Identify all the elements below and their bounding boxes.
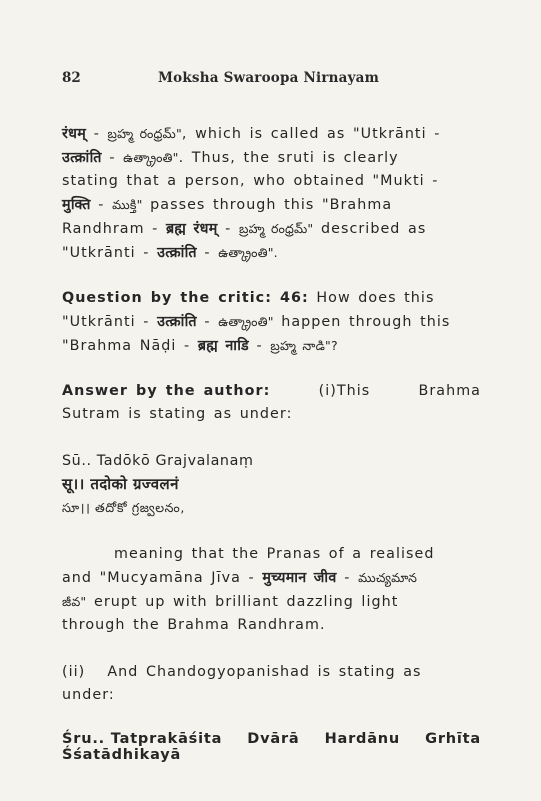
- dash: -: [109, 150, 116, 166]
- devanagari-text: रंधम्: [62, 126, 87, 142]
- dash: -: [256, 338, 263, 354]
- text: happen through this: [273, 314, 451, 330]
- p3-line-1: [62, 380, 481, 403]
- p4-line-1: [62, 543, 481, 566]
- p4-line-2: [62, 566, 481, 590]
- p4-line-3: [62, 590, 481, 614]
- verse-devanagari: सू।। तदोको ग्रज्वलनं: [62, 475, 179, 493]
- p1-line-3: [62, 170, 481, 193]
- text: Randhram -: [62, 221, 159, 237]
- paragraph-2: [62, 287, 481, 358]
- telugu-text: ఉత్క్రాంతి": [123, 150, 179, 165]
- page-number: 82: [62, 70, 81, 86]
- devanagari-text: उत्क्रांति: [157, 314, 197, 330]
- page-header: [62, 70, 481, 86]
- sruti-line-1: [62, 731, 481, 747]
- devanagari-text: मुच्यमान जीव: [262, 570, 337, 586]
- text: (ii): [62, 664, 86, 680]
- text: and "Mucyamāna Jīva -: [62, 570, 255, 586]
- text: And Chandogyopanishad is stating as: [107, 664, 422, 680]
- text: Dvārā: [247, 731, 300, 747]
- dash: -: [344, 570, 351, 586]
- text: stating that a person, who obtained "Mukti -: [62, 173, 439, 189]
- text: Grhīta: [425, 731, 481, 747]
- text: How does this: [308, 290, 435, 306]
- answer-label: Answer by the author:: [62, 383, 271, 399]
- telugu-text: బ్రహ్మ నాడి"?: [270, 338, 338, 353]
- paragraph-1: [62, 122, 481, 265]
- p3-line-2: [62, 403, 481, 426]
- text: Hardānu: [324, 731, 401, 747]
- telugu-text: బ్రహ్మ రంధ్రమ్": [107, 126, 182, 141]
- text: Śru.. Tatprakāśita: [62, 731, 223, 747]
- verse-telugu: సూ।। తదోకో గ్రజ్వలనం,: [62, 500, 185, 515]
- text: passes through this "Brahma: [142, 197, 393, 213]
- telugu-text: ముక్తి": [112, 197, 143, 212]
- text: . Thus, the sruti is clearly: [178, 150, 399, 166]
- p2-line-1: [62, 287, 481, 310]
- dash: -: [93, 126, 100, 142]
- sruti-line-2: [62, 747, 481, 763]
- p5-line-1: [62, 661, 481, 684]
- dash: -: [204, 245, 211, 261]
- text: "Utkrānti -: [62, 314, 150, 330]
- telugu-text: బ్రహ్మ రంధ్రమ్": [239, 221, 314, 236]
- text: Sutram is stating as under:: [62, 406, 293, 422]
- telugu-text: ముచ్యమాన: [358, 570, 418, 585]
- verse-roman: Sū.. Tadōkō Grajvalanaṃ: [62, 453, 254, 469]
- devanagari-text: ब्रह्म रंधम्: [165, 221, 218, 237]
- running-title: Moksha Swaroopa Nirnayam: [158, 70, 380, 86]
- p1-line-4: [62, 193, 481, 217]
- dash: -: [98, 197, 105, 213]
- text: (i)This: [318, 383, 371, 399]
- dash: -: [225, 221, 232, 237]
- p1-line-5: [62, 217, 481, 241]
- text: erupt up with brilliant dazzling light: [86, 594, 399, 610]
- p2-line-3: [62, 334, 481, 358]
- dash: -: [204, 314, 211, 330]
- text: Brahma: [418, 383, 481, 399]
- p2-line-2: [62, 310, 481, 334]
- text: under:: [62, 687, 115, 703]
- telugu-text: ఉత్క్రాంతి".: [218, 245, 278, 260]
- text: meaning that the Pranas of a realised: [114, 546, 435, 562]
- text: through the Brahma Randhram.: [62, 617, 326, 633]
- p1-line-6: [62, 241, 481, 265]
- question-label: Question by the critic: 46:: [62, 290, 309, 306]
- p1-line-2: [62, 146, 481, 170]
- p5-line-2: [62, 684, 481, 707]
- paragraph-4: [62, 543, 481, 637]
- text: described as: [313, 221, 427, 237]
- text: "Brahma Nāḍi -: [62, 338, 191, 354]
- sutra-verse: [62, 450, 481, 519]
- sruti-verse: [62, 731, 481, 763]
- paragraph-5: [62, 661, 481, 707]
- devanagari-text: मुक्ति: [62, 197, 91, 213]
- text: "Utkrānti -: [62, 245, 150, 261]
- p4-line-4: [62, 614, 481, 637]
- telugu-text: ఉత్క్రాంతి": [218, 314, 274, 329]
- devanagari-text: उत्क्रांति: [62, 150, 102, 166]
- paragraph-3: [62, 380, 481, 426]
- text: Śśatādhikayā: [62, 747, 182, 763]
- text: , which is called as "Utkrānti -: [181, 126, 441, 142]
- p1-line-1: [62, 122, 481, 146]
- telugu-text: జీవ": [62, 594, 87, 609]
- devanagari-text: ब्रह्म नाडि: [197, 338, 249, 354]
- devanagari-text: उत्क्रांति: [157, 245, 197, 261]
